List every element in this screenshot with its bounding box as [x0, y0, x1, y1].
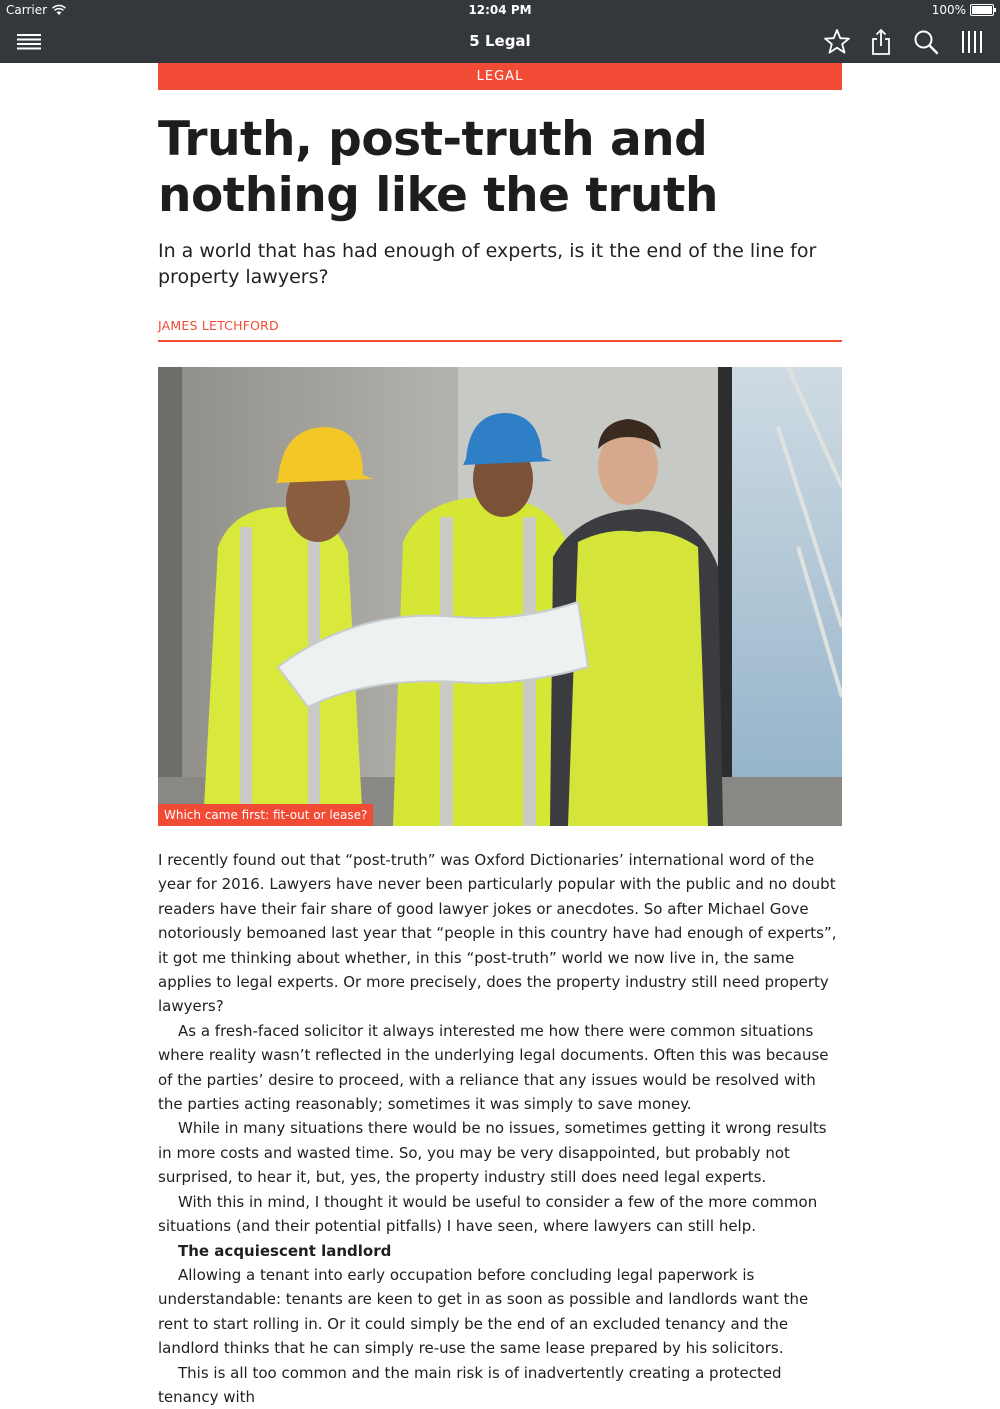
image-caption: Which came first: fit-out or lease?: [158, 804, 373, 826]
carrier-label: Carrier: [6, 3, 48, 17]
paragraph: While in many situations there would be no issues, sometimes getting it wrong results in more costs and wasted time. So, you may be very disappointed, but probably not surprised, to hear it, but, yes, the property industry still does need legal experts.: [158, 1119, 827, 1187]
search-button[interactable]: [911, 27, 941, 57]
article: [158, 63, 842, 1409]
nav-title: 5 Legal: [469, 32, 531, 50]
byline[interactable]: JAMES LETCHFORD: [158, 318, 279, 333]
star-icon: [822, 27, 852, 57]
standfirst: In a world that has had enough of experts, is it the end of the line for property lawyers?: [158, 240, 817, 288]
construction-photo: [158, 367, 842, 826]
battery-icon: [970, 4, 994, 16]
headline: Truth, post-truth and nothing like the truth: [158, 112, 718, 223]
byline-divider: [158, 340, 842, 342]
pages-icon: [957, 27, 987, 57]
battery-label: 100%: [931, 3, 966, 17]
status-bar: [0, 0, 1000, 20]
section-label: LEGAL: [158, 63, 842, 90]
paragraph: This is all too common and the main risk is of inadvertently creating a protected tenancy with: [158, 1363, 782, 1406]
paragraph: Allowing a tenant into early occupation before concluding legal paperwork is understandable: tenants are keen to get in as soon as possible and landlords want the rent to start rolling in. Or it could simply be the end of an excluded tenancy and the landlord thinks that he can simply re-use the same lease prepared by his solicitors.: [158, 1265, 809, 1358]
article-image[interactable]: [158, 367, 842, 826]
paragraph: With this in mind, I thought it would be useful to consider a few of the more common situations (and their potential pitfalls) I have seen, where lawyers can still help.: [158, 1192, 818, 1236]
pages-button[interactable]: [957, 27, 987, 57]
favorite-button[interactable]: [822, 27, 852, 57]
clock: 12:04 PM: [468, 3, 532, 17]
paragraph: As a fresh-faced solicitor it always interested me how there were common situations where reality wasn’t reflected in the underlying legal documents. Often this was because of the parties’ desire to proceed, with a reliance that any issues would be resolved with the parties acting reasonably; sometimes it was simply to save money.: [158, 1021, 829, 1114]
paragraph: I recently found out that “post-truth” was Oxford Dictionaries’ international word of the year for 2016. Lawyers have never been particularly popular with the public and no doubt readers have their fair share of good lawyer jokes or anecdotes. So after Michael Gove notoriously bemoaned last year that “people in this country have had enough of experts”, it got me thinking about whether, in this “post-truth” world we now live in, the same applies to legal experts. Or more precisely, does the property industry still need property lawyers?: [158, 851, 837, 1016]
share-icon: [866, 27, 896, 57]
subheading: The acquiescent landlord: [178, 1241, 392, 1260]
search-icon: [911, 27, 941, 57]
nav-bar: [0, 20, 1000, 63]
article-body: [158, 848, 842, 1409]
share-button[interactable]: [866, 27, 896, 57]
battery-indicator: [932, 3, 994, 17]
